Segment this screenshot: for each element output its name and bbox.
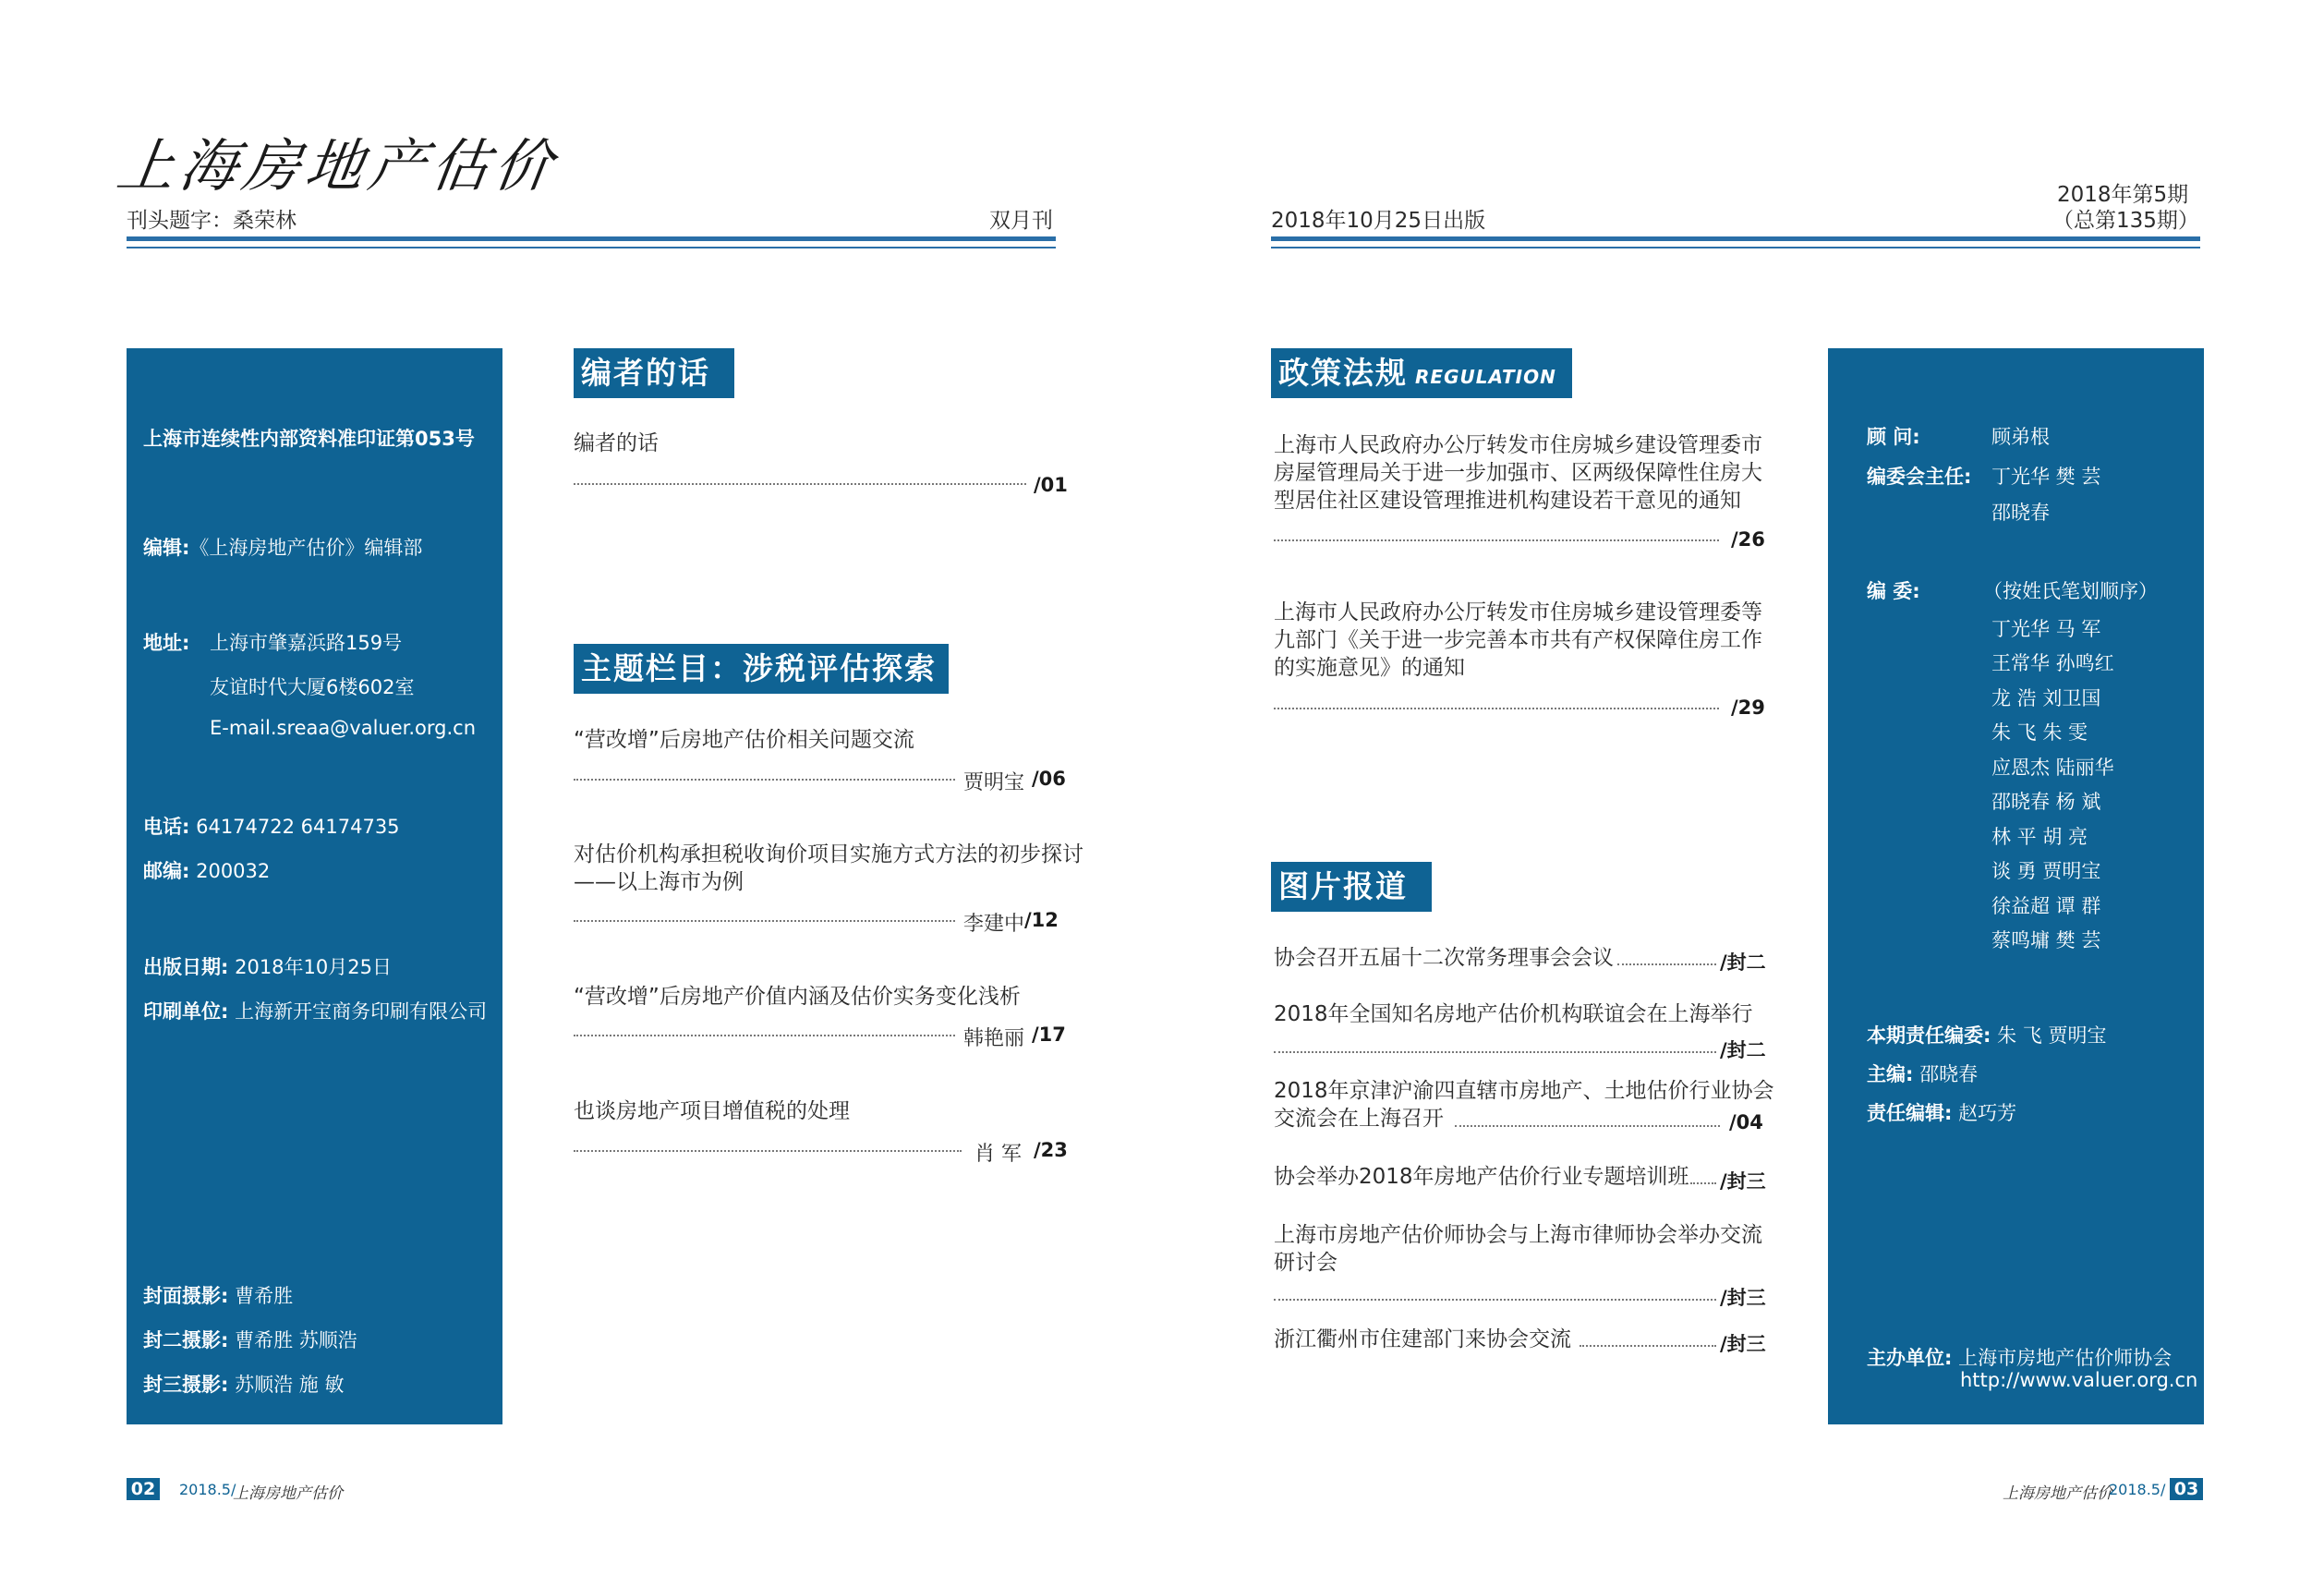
cover-photo-credit: 封面摄影: 曹希胜: [143, 1285, 294, 1307]
address-label: 地址:: [143, 632, 190, 654]
dot-leader: [1617, 963, 1716, 965]
frequency: 双月刊: [989, 209, 1053, 233]
permit-number: 上海市连续性内部资料准印证第053号: [143, 428, 475, 450]
page-number[interactable]: /06: [1032, 768, 1066, 790]
committee-member-row: 龙 浩 刘卫国: [1991, 687, 2101, 709]
committee-label: 编 委:: [1867, 580, 1920, 602]
article-author: 贾明宝: [963, 771, 1025, 794]
footer-logo-left: 上海房地产估价: [233, 1484, 343, 1503]
dot-leader: [574, 779, 955, 781]
postcode-info: 邮编: 200032: [143, 860, 271, 882]
publication-date-info: 出版日期: 2018年10月25日: [143, 956, 392, 978]
address-line-2: 友谊时代大厦6楼602室: [210, 676, 415, 698]
toc-entry-line[interactable]: 的实施意见》的通知: [1274, 656, 1465, 680]
issue-editors-info: 本期责任编委: 朱 飞 贾明宝: [1867, 1024, 2107, 1047]
committee-head-label: 编委会主任:: [1867, 466, 1972, 488]
committee-member-row: 邵晓春 杨 斌: [1991, 791, 2101, 813]
chief-editor-info: 主编: 邵晓春: [1867, 1063, 1979, 1085]
toc-entry-title[interactable]: 编者的话: [574, 431, 659, 455]
dot-leader: [574, 1035, 955, 1036]
section-header-regulation: 政策法规 REGULATION: [1271, 348, 1572, 398]
advisor-label: 顾 问:: [1867, 426, 1920, 448]
toc-entry-line[interactable]: 型居住社区建设管理推进机构建设若干意见的通知: [1274, 489, 1741, 513]
page-number[interactable]: /01: [1034, 474, 1068, 496]
committee-member-row: 谈 勇 贾明宝: [1991, 860, 2101, 882]
email-address: E-mail.sreaa@valuer.org.cn: [210, 717, 477, 739]
toc-entry-title[interactable]: 也谈房地产项目增值税的处理: [574, 1099, 850, 1123]
committee-member-row: 王常华 孙鸣红: [1991, 652, 2114, 674]
toc-entry-line[interactable]: 上海市人民政府办公厅转发市住房城乡建设管理委市: [1274, 433, 1762, 457]
issue-number: 2018年第5期: [2057, 183, 2189, 207]
committee-note: （按姓氏笔划顺序）: [1983, 580, 2158, 602]
total-issue-number: （总第135期）: [2052, 209, 2199, 233]
dot-leader: [574, 483, 1026, 485]
page-number[interactable]: /17: [1032, 1024, 1066, 1046]
toc-entry-line[interactable]: 2018年京津沪渝四直辖市房地产、土地估价行业协会: [1274, 1079, 1774, 1103]
article-author: 韩艳丽: [963, 1027, 1025, 1050]
masthead-logo: 上海房地产估价: [113, 132, 563, 200]
toc-entry-title[interactable]: 对估价机构承担税收询价项目实施方式方法的初步探讨: [574, 842, 1083, 866]
header-rule-left: [127, 236, 1056, 241]
page-number[interactable]: /26: [1731, 528, 1765, 551]
page-number[interactable]: /12: [1024, 909, 1059, 931]
dot-leader: [1690, 1182, 1716, 1184]
page-number[interactable]: /29: [1731, 697, 1765, 719]
page-number[interactable]: /封二: [1720, 1039, 1766, 1061]
toc-entry-title[interactable]: 2018年全国知名房地产估价机构联谊会在上海举行: [1274, 1002, 1753, 1026]
toc-entry-title[interactable]: “营改增”后房地产价值内涵及估价实务变化浅析: [574, 985, 1021, 1009]
toc-entry-line[interactable]: 上海市房地产估价师协会与上海市律师协会举办交流: [1274, 1223, 1762, 1247]
printer-info: 印刷单位: 上海新开宝商务印刷有限公司: [143, 1000, 488, 1023]
dot-leader: [574, 920, 955, 922]
editorial-board-panel: [1828, 348, 2204, 1424]
dot-leader: [1580, 1345, 1716, 1347]
article-author: 肖 军: [974, 1143, 1022, 1166]
page-number[interactable]: /23: [1034, 1139, 1068, 1161]
committee-member-row: 朱 飞 朱 雯: [1991, 721, 2088, 744]
committee-member-row: 徐益超 谭 群: [1991, 895, 2101, 917]
toc-entry-line[interactable]: 上海市人民政府办公厅转发市住房城乡建设管理委等: [1274, 600, 1762, 624]
committee-member-row: 蔡鸣墉 樊 芸: [1991, 929, 2101, 951]
toc-entry-title[interactable]: 协会举办2018年房地产估价行业专题培训班: [1274, 1165, 1689, 1189]
dot-leader: [1274, 1051, 1716, 1053]
footer-issue-left: 2018.5/: [179, 1481, 236, 1498]
phone-info: 电话: 64174722 64174735: [143, 816, 400, 838]
page-number[interactable]: /04: [1729, 1111, 1763, 1133]
committee-member-row: 林 平 胡 亮: [1991, 826, 2088, 848]
advisor-name: 顾弟根: [1991, 426, 2050, 448]
dot-leader: [1274, 539, 1719, 541]
toc-entry-subtitle[interactable]: ——以上海市为例: [574, 870, 744, 894]
host-organization: 主办单位: 上海市房地产估价师协会: [1867, 1347, 2173, 1369]
cover3-photo-credit: 封三摄影: 苏顺浩 施 敏: [143, 1374, 345, 1396]
footer-issue-right: 2018.5/: [2109, 1481, 2166, 1498]
dot-leader: [1455, 1125, 1720, 1127]
toc-entry-title[interactable]: 协会召开五届十二次常务理事会会议: [1274, 946, 1614, 970]
section-header-editors-words: 编者的话: [574, 348, 734, 398]
page-number-badge-right: 03: [2170, 1478, 2203, 1500]
masthead-info-panel: [127, 348, 502, 1424]
committee-head-names: 邵晓春: [1991, 502, 2050, 524]
page-number[interactable]: /封三: [1720, 1333, 1766, 1355]
toc-entry-line[interactable]: 九部门《关于进一步完善本市共有产权保障住房工作: [1274, 628, 1762, 652]
committee-member-row: 丁光华 马 军: [1991, 618, 2101, 640]
toc-entry-line[interactable]: 交流会在上海召开: [1274, 1107, 1444, 1131]
toc-entry-title[interactable]: “营改增”后房地产估价相关问题交流: [574, 728, 914, 752]
cover2-photo-credit: 封二摄影: 曹希胜 苏顺浩: [143, 1329, 357, 1351]
host-url-link[interactable]: http://www.valuer.org.cn: [1960, 1369, 2198, 1391]
committee-member-row: 应恩杰 陆丽华: [1991, 757, 2114, 779]
dot-leader: [1274, 708, 1719, 709]
calligraphy-credit: 刊头题字：桑荣林: [127, 209, 297, 233]
section-header-theme: 主题栏目：涉税评估探索: [574, 644, 949, 694]
header-rule-left-thin: [127, 247, 1056, 248]
dot-leader: [1274, 1299, 1716, 1301]
dot-leader: [574, 1150, 962, 1152]
page-number[interactable]: /封三: [1720, 1287, 1766, 1309]
editor-info: 编辑:《上海房地产估价》编辑部: [143, 537, 423, 559]
responsible-editor-info: 责任编辑: 赵巧芳: [1867, 1102, 2017, 1124]
section-header-photo-report: 图片报道: [1271, 862, 1432, 912]
header-rule-right-thin: [1271, 247, 2200, 248]
toc-entry-line[interactable]: 房屋管理局关于进一步加强市、区两级保障性住房大: [1274, 461, 1762, 485]
toc-entry-line[interactable]: 研讨会: [1274, 1251, 1338, 1275]
article-author: 李建中: [963, 913, 1025, 936]
page-number-badge-left: 02: [127, 1478, 160, 1500]
footer-logo-right: 上海房地产估价: [2003, 1484, 2112, 1503]
page-number[interactable]: /封二: [1720, 951, 1766, 974]
committee-head-names: 丁光华 樊 芸: [1991, 466, 2101, 488]
publish-date: 2018年10月25日出版: [1271, 209, 1486, 233]
header-rule-right: [1271, 236, 2200, 241]
toc-entry-title[interactable]: 浙江衢州市住建部门来协会交流: [1274, 1327, 1571, 1351]
page-number[interactable]: /封三: [1720, 1170, 1766, 1193]
address-line-1: 上海市肇嘉浜路159号: [210, 632, 403, 654]
